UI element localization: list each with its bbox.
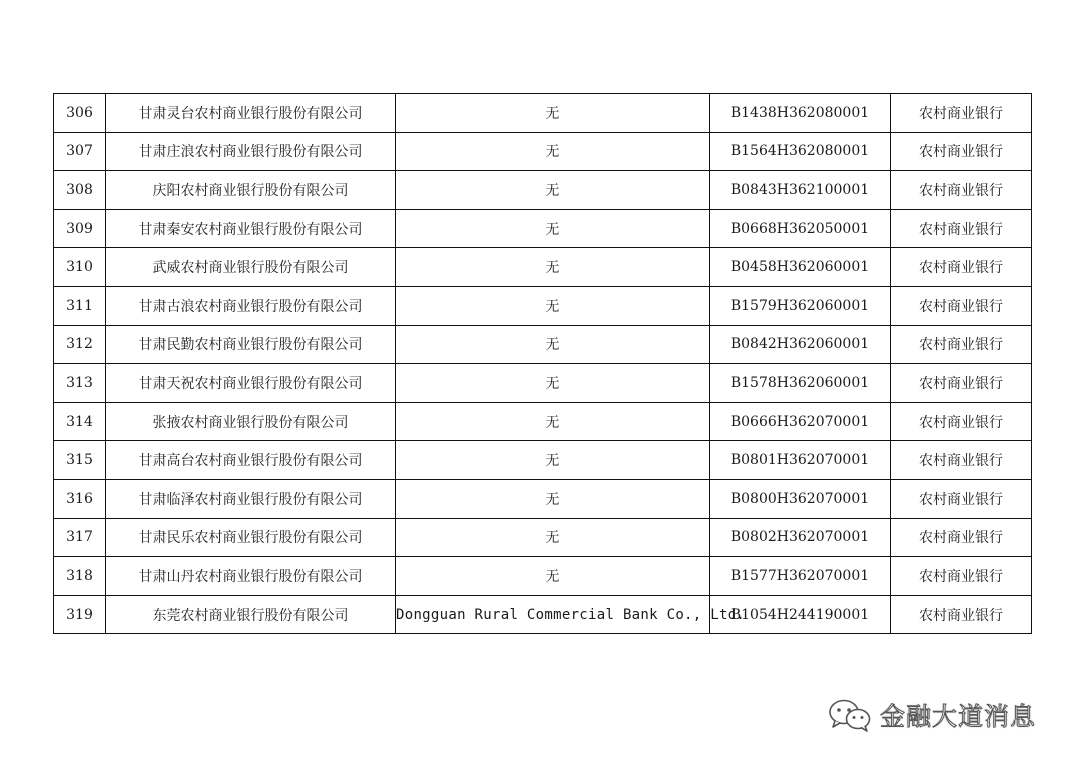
cell-english-name: 无: [396, 325, 710, 364]
cell-english-name: 无: [396, 364, 710, 403]
cell-bank-name: 东莞农村商业银行股份有限公司: [106, 595, 396, 634]
cell-english-name: 无: [396, 518, 710, 557]
cell-institution-type: 农村商业银行: [891, 286, 1032, 325]
cell-bank-name: 甘肃民勤农村商业银行股份有限公司: [106, 325, 396, 364]
cell-institution-type: 农村商业银行: [891, 557, 1032, 596]
cell-number: 315: [54, 441, 106, 480]
cell-english-name: 无: [396, 171, 710, 210]
cell-bank-name: 甘肃高台农村商业银行股份有限公司: [106, 441, 396, 480]
cell-number: 312: [54, 325, 106, 364]
cell-institution-code: B0802H362070001: [710, 518, 891, 557]
cell-institution-type: 农村商业银行: [891, 325, 1032, 364]
table-row: [54, 441, 1032, 480]
cell-institution-type: 农村商业银行: [891, 171, 1032, 210]
cell-bank-name: 张掖农村商业银行股份有限公司: [106, 402, 396, 441]
table-row: [54, 557, 1032, 596]
watermark-text: 金融大道消息: [880, 702, 1037, 731]
cell-institution-type: 农村商业银行: [891, 132, 1032, 171]
cell-institution-code: B1578H362060001: [710, 364, 891, 403]
cell-english-name: 无: [396, 286, 710, 325]
cell-bank-name: 甘肃山丹农村商业银行股份有限公司: [106, 557, 396, 596]
cell-number: 319: [54, 595, 106, 634]
cell-institution-type: 农村商业银行: [891, 402, 1032, 441]
table-row: [54, 286, 1032, 325]
cell-bank-name: 甘肃秦安农村商业银行股份有限公司: [106, 209, 396, 248]
table-row: [54, 595, 1032, 634]
cell-number: 306: [54, 94, 106, 133]
cell-english-name: 无: [396, 248, 710, 287]
cell-number: 309: [54, 209, 106, 248]
cell-number: 310: [54, 248, 106, 287]
cell-institution-code: B0800H362070001: [710, 479, 891, 518]
cell-number: 311: [54, 286, 106, 325]
cell-institution-code: B0666H362070001: [710, 402, 891, 441]
table-row: [54, 209, 1032, 248]
cell-institution-code: B0668H362050001: [710, 209, 891, 248]
table-body: [54, 94, 1032, 634]
cell-bank-name: 甘肃民乐农村商业银行股份有限公司: [106, 518, 396, 557]
cell-english-name: 无: [396, 402, 710, 441]
cell-institution-code: B1054H244190001: [710, 595, 891, 634]
table-row: [54, 132, 1032, 171]
cell-bank-name: 甘肃古浪农村商业银行股份有限公司: [106, 286, 396, 325]
cell-institution-code: B1577H362070001: [710, 557, 891, 596]
cell-institution-type: 农村商业银行: [891, 518, 1032, 557]
table-row: [54, 402, 1032, 441]
cell-english-name: 无: [396, 441, 710, 480]
cell-institution-type: 农村商业银行: [891, 209, 1032, 248]
cell-institution-code: B0842H362060001: [710, 325, 891, 364]
table-row: [54, 325, 1032, 364]
cell-institution-type: 农村商业银行: [891, 94, 1032, 133]
wechat-icon: [828, 698, 872, 732]
table-row: [54, 479, 1032, 518]
table-row: [54, 364, 1032, 403]
cell-institution-type: 农村商业银行: [891, 441, 1032, 480]
table-row: [54, 94, 1032, 133]
cell-institution-type: 农村商业银行: [891, 364, 1032, 403]
cell-institution-code: B0458H362060001: [710, 248, 891, 287]
cell-bank-name: 甘肃天祝农村商业银行股份有限公司: [106, 364, 396, 403]
cell-bank-name: 武威农村商业银行股份有限公司: [106, 248, 396, 287]
cell-english-name: 无: [396, 94, 710, 133]
cell-institution-type: 农村商业银行: [891, 595, 1032, 634]
cell-english-name: 无: [396, 479, 710, 518]
cell-number: 313: [54, 364, 106, 403]
cell-institution-code: B1564H362080001: [710, 132, 891, 171]
cell-institution-code: B1438H362080001: [710, 94, 891, 133]
cell-bank-name: 庆阳农村商业银行股份有限公司: [106, 171, 396, 210]
cell-institution-type: 农村商业银行: [891, 248, 1032, 287]
cell-english-name: Dongguan Rural Commercial Bank Co., Ltd.: [396, 595, 710, 634]
cell-number: 314: [54, 402, 106, 441]
cell-bank-name: 甘肃临泽农村商业银行股份有限公司: [106, 479, 396, 518]
cell-english-name: 无: [396, 209, 710, 248]
cell-english-name: 无: [396, 557, 710, 596]
table-row: [54, 171, 1032, 210]
table-row: [54, 248, 1032, 287]
cell-english-name: 无: [396, 132, 710, 171]
bank-list-table: [53, 93, 1032, 634]
cell-bank-name: 甘肃灵台农村商业银行股份有限公司: [106, 94, 396, 133]
cell-institution-code: B0843H362100001: [710, 171, 891, 210]
cell-number: 317: [54, 518, 106, 557]
table-row: [54, 518, 1032, 557]
cell-number: 318: [54, 557, 106, 596]
cell-institution-code: B1579H362060001: [710, 286, 891, 325]
cell-number: 308: [54, 171, 106, 210]
cell-institution-type: 农村商业银行: [891, 479, 1032, 518]
cell-bank-name: 甘肃庄浪农村商业银行股份有限公司: [106, 132, 396, 171]
cell-number: 316: [54, 479, 106, 518]
watermark: [828, 697, 1036, 733]
cell-number: 307: [54, 132, 106, 171]
cell-institution-code: B0801H362070001: [710, 441, 891, 480]
